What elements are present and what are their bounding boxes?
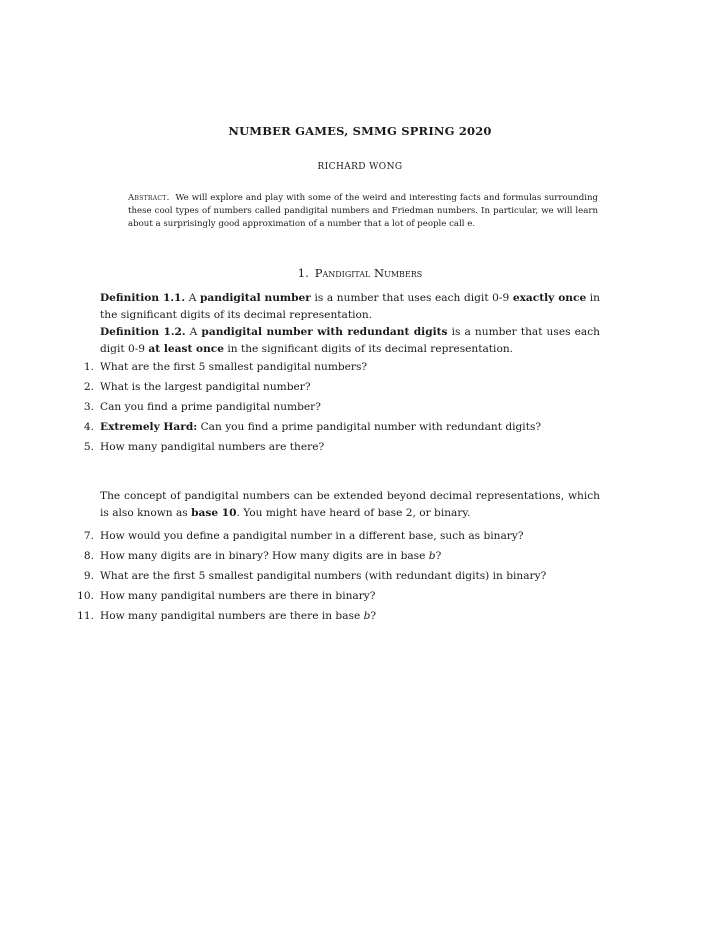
item-number: 4.	[83, 421, 94, 433]
section-number: 1.	[297, 266, 309, 280]
paragraph-text: The concept of pandigital numbers can be extended beyond decimal representations, which is also known as	[100, 490, 600, 519]
item-text: What are the first 5 smallest pandigital numbers?	[100, 361, 368, 373]
item-text: How many pandigital numbers are there?	[100, 441, 325, 453]
list-item	[0, 419, 720, 436]
definition-1-1	[100, 290, 600, 324]
section-heading	[0, 266, 720, 280]
list-item	[0, 528, 720, 545]
math-variable: b	[363, 610, 371, 622]
definition-text: in the significant digits of its decimal representation.	[227, 343, 514, 355]
definition-text: is a number that uses each digit 0-9	[314, 292, 510, 304]
definition-label: Definition 1.1.	[100, 292, 186, 304]
paper-title: NUMBER GAMES, SMMG SPRING 2020	[228, 124, 492, 138]
abstract-text: We will explore and play with some of the weird and interesting facts and formulas surrounding these cool types of numbers called pandigital numbers and Friedman numbers. In particular, we will learn about a surprisingly good approximation of a number that a lot of people call e.	[128, 193, 598, 230]
list-item	[0, 548, 720, 565]
author-name: RICHARD WONG	[317, 162, 403, 172]
item-number: 8.	[83, 550, 94, 562]
list-item	[0, 399, 720, 416]
item-number: 10.	[77, 590, 94, 602]
item-text-container	[100, 419, 541, 436]
definition-label: Definition 1.2.	[100, 326, 186, 338]
item-text: How many pandigital numbers are there in base	[100, 610, 361, 622]
paragraph-emphasis: base 10	[191, 507, 237, 519]
section-title: Pandigital Numbers	[314, 266, 423, 280]
abstract-label: Abstract.	[128, 193, 170, 203]
item-text: How many pandigital numbers are there in binary?	[100, 590, 376, 602]
item-number: 5.	[83, 441, 94, 453]
list-item	[0, 568, 720, 585]
item-number: 3.	[83, 401, 94, 413]
list-item	[0, 359, 720, 376]
definition-text: in the significant digits of its decimal representation.	[100, 292, 601, 321]
item-number: 7.	[83, 530, 94, 542]
definition-text: A	[188, 292, 197, 304]
list-item	[0, 439, 720, 456]
item-text-container	[100, 548, 441, 565]
definition-text: is a number that uses each digit 0-9	[100, 326, 600, 355]
paragraph-text: . You might have heard of base 2, or binary.	[236, 507, 471, 519]
definition-term: pandigital number	[199, 292, 311, 304]
base-paragraph	[100, 488, 600, 522]
definition-emphasis: at least once	[148, 343, 224, 355]
list-item	[0, 588, 720, 605]
math-variable: b	[428, 550, 436, 562]
list-item	[0, 379, 720, 396]
item-text-container	[100, 608, 376, 625]
item-text-tail: ?	[435, 550, 442, 562]
item-text-tail: ?	[370, 610, 377, 622]
item-number: 1.	[83, 361, 94, 373]
definition-text: A	[189, 326, 198, 338]
definition-emphasis: exactly once	[512, 292, 587, 304]
item-number: 9.	[83, 570, 94, 582]
definition-1-2	[100, 324, 600, 358]
item-text: What are the first 5 smallest pandigital numbers (with redundant digits) in binary?	[100, 570, 547, 582]
item-text: What is the largest pandigital number?	[100, 381, 311, 393]
abstract	[128, 192, 598, 232]
item-number: 2.	[83, 381, 94, 393]
item-bold-prefix: Extremely Hard:	[100, 421, 198, 433]
item-number: 11.	[77, 610, 94, 622]
item-text: How would you define a pandigital number in a different base, such as binary?	[100, 530, 524, 542]
item-text: Can you find a prime pandigital number with redundant digits?	[200, 421, 542, 433]
definition-term: pandigital number with redundant digits	[201, 326, 448, 338]
item-text: How many digits are in binary? How many digits are in base	[100, 550, 426, 562]
item-text: Can you find a prime pandigital number?	[100, 401, 321, 413]
list-item	[0, 608, 720, 625]
